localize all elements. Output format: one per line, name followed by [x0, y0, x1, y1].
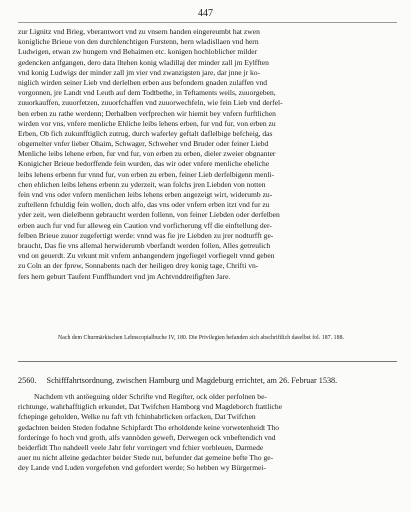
document-2-text	[18, 392, 399, 474]
header-rule	[18, 22, 397, 23]
text-line: konigliche Brieue von den durchlenchtigen Furstenn, hern wladisllaen vnd hern	[18, 37, 259, 47]
text-line: vnd konig Ludwigs der minder zall jm vier vnd zwanzigsten jare, dar jnne jr ko-	[18, 67, 261, 77]
text-line: ben erben zu rathe werdenn; Derhalben verfprechen wir hiemit bey vnfern furftlichen	[18, 108, 276, 118]
text-line: zuftellenn fchuldig fein wollen, doch alfo, das vns oder vnfern erben itzt vnd fur zu	[18, 200, 270, 210]
document-heading	[18, 376, 403, 385]
text-line: niglich wirden seiner Lieb vnd derlelben erben aus befondern gnaden zulaffen vnd	[18, 77, 268, 87]
page-number: 447	[198, 8, 213, 19]
section-divider	[18, 361, 397, 362]
text-line: felben Brieue zuuor zugefertigt werde: vnnd was fie jre Liebden zu jrer nodturfft ge-	[18, 230, 274, 240]
text-line: gedachten beiden Steden fodahne Schipfardt Tho erholdende keine vorwetenheidt Tho	[18, 422, 280, 432]
text-line: chen ehlichen leibs lehens erbenn zu yderzeit, wan folchs jren Liebden von notten	[18, 179, 266, 189]
text-line: yder zeit, wen dielelbenn gebraucht werden follenn, von feiner Liebden oder derfelben	[18, 210, 280, 220]
text-line: Erben, Ob fich zukunfftiglich zutrug, durch waferley geftalt daflelbige befcheig, das	[18, 128, 273, 138]
document-title: Schifffahrtsordnung, zwischen Hamburg und Magdeburg errichtet, am 26. Februar 1538.	[46, 376, 338, 385]
text-line: Nachdem vth antöeguing older Schrifte vnd Regifter, ock older perfolnen be-	[34, 392, 267, 401]
document-number: 2560.	[18, 376, 37, 385]
text-line: Menliche leibs lehene erben, fur vnd fur, von erben zu erben, dieler zweier obgnanter	[18, 149, 276, 159]
text-line: fchepinge geholden, Welke nu faft vth fchinbabrlicken orfacken, Dat Twifchen	[18, 412, 256, 422]
text-line: forderinge fo hoch vnd groth, alfs vannöden geweft, Derwegen ock vnbeftendich vnd	[18, 432, 276, 442]
text-line: braucht, Das fie vns allemal herwiderumb vberfandt werden follen, Alles getreulich	[18, 240, 271, 250]
text-line: beiderfidt Tho nahdeell veele Jahr fehr vorringert vnd fchier vorbleuen, Darmede	[18, 442, 264, 452]
text-line: fein vnd vns oder vnfern menlichen leibs lehens erben angezeigt wirt, widerumb zu-	[18, 190, 273, 199]
text-line: Ludwigen, etwan zw hungern vnd Behaimen etc. konigen hochloblicher milder	[18, 47, 258, 57]
text-line: obgemelter vnfer lieber Ohaim, Schwager, Schweher vnd Bruder oder feiner Liebd	[18, 139, 269, 149]
text-line: erben auch fur vnd fur alleweg ein Caution vnd vorficherung vff die einftellung der-	[18, 220, 272, 230]
text-line: leibs lehens erbenn fur vnnd fur, von erben zu erben, feiner Lieb derfelbigenn menli-	[18, 169, 274, 179]
text-line: vnd on geuerdt. Zu vrkunt mit vnfern anhangendem jngefiegel vorfiegelt vnnd geben	[18, 251, 275, 261]
document-1-text	[18, 27, 399, 282]
text-line: zuuorkauffen, zuuorfetzen, zuuorfchaffen vnd zuuorwechfeln, wie fein Lieb vnd derfel-	[18, 98, 283, 108]
text-line: richtunge, wahrhafftiglich erkundet, Dat Twifchen Hamborg vnd Magdeborch ftattliche	[18, 402, 282, 412]
source-note: Nach dem Churmärkischen Lehnscopialbuche IV, 180. Die Privilegien befanden sich abschriftlich daselbst fol. 187. 188.	[58, 335, 345, 341]
text-line: gedencken anfgangen, dero data lltehen konig wladillaj der minder zall jm Eylfften	[18, 57, 269, 67]
text-line: zu Coln an der fprew, Sonnabents nach der heiligen drey konig tage, Chrifti vn-	[18, 261, 259, 271]
text-line: Konigicher Brieue bedorffende fein wurden, das wir oder vnfere menliche eheliche	[18, 159, 270, 169]
text-line: fers hern geburt Taufent Funffhundert vnd jm Achtvnddreifigften Jare.	[18, 271, 231, 281]
text-line: wirden vor vns, vnfere menliche Ehliche leibs lehens erben, fur vnd fur, von erben zu	[18, 118, 276, 128]
text-line: dey Lande vnd Luden vorgefehen vnd gefordert werde; So hebben wy Bürgermei-	[18, 463, 267, 473]
text-line: zur Lignitz vnd Brieg, vberantwort vnd zu vnsern handen eingereumbt hat zwen	[18, 27, 260, 36]
text-line: auer nu nicht alleine gedachter beider Stede nut, befunder dat gemeine befte Tho ge-	[18, 453, 274, 463]
text-line: vorgonnen, jre Landt vnd Leuth auf dem Todtbethe, in Teftaments weils, zuuorgeben,	[18, 88, 276, 98]
